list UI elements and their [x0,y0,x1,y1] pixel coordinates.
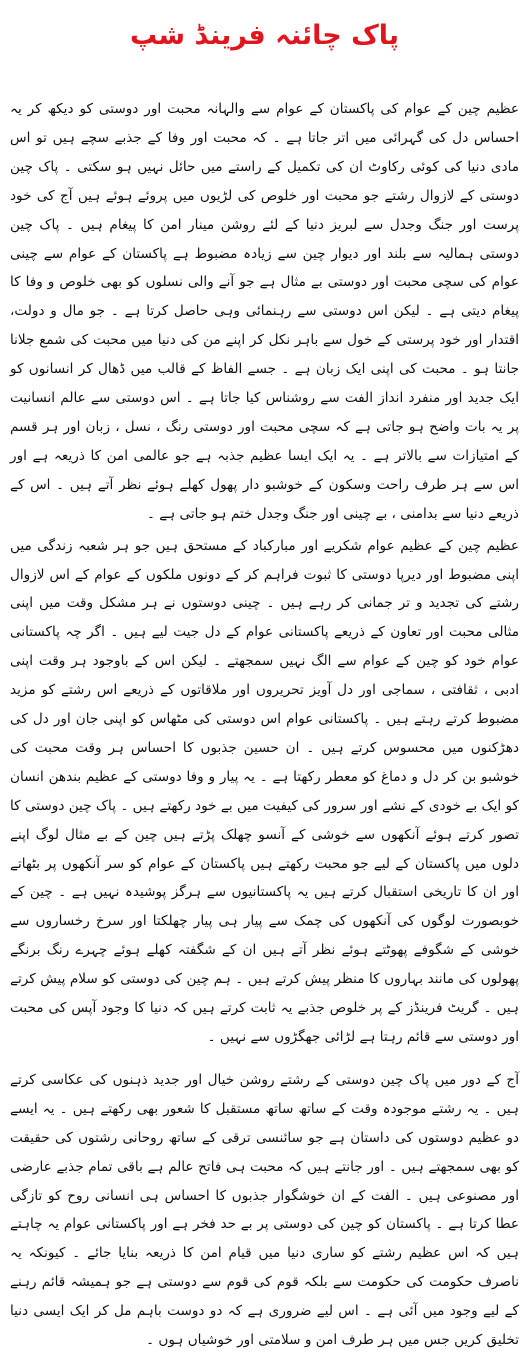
article-title: پاک چائنہ فرینڈ شپ [129,20,400,51]
article-body [10,95,519,1358]
paragraph-2: عظیم چین کے عظیم عوام شکریے اور مبارکباد کے مستحق ہیں جو ہر شعبہ زندگی میں اپنی مضبوط اور دیرپا دوستی کا ثبوت فراہم کر کے دونوں ملکوں کے عوام کے اس لازوال رشتے کی تجدید و تر جمانی کر رہے ہیں ۔ چینی دوستوں نے ہر مشکل وقت میں اپنی مثالی محبت اور تعاون کے ذریعے پاکستانی عوام کے دل جیت لیے ہیں ۔ اگر چہ پاکستانی عوام خود کو چین کے عوام سے الگ نہیں سمجھتے ۔ لیکن اس کے باوجود ہر وقت اپنی ادبی ، ثقافتی ، سماجی اور دل آویز تحریروں اور ملاقاتوں کے ذریعے اس رشتے کو مزید مضبوط کرتے رہتے ہیں ۔ پاکستانی عوام اس دوستی کی مٹھاس کو اپنی جان اور دل کی دھڑکنوں میں محسوس کرتے ہیں ۔ ان حسین جذبوں کا احساس ہر وقت محبت کی خوشبو بن کر دل و دماغ کو معطر رکھتا ہے ۔ یہ پیار و وفا دوستی کے عظیم بندھن انسان کو ایک بے خودی کے نشے اور سرور کی کیفیت میں بے خود رکھتے ہیں ۔ پاک چین دوستی کا تصور کرتے ہوئے آنکھوں سے خوشی کے آنسو چھلک پڑتے ہیں چین کے بے مثال لوگ اپنے دلوں میں پاکستان کے لیے جو محبت رکھتے ہیں پاکستان کے عوام کو سر آنکھوں پر بٹھاتے اور ان کا تاریخی استقبال کرتے ہیں یہ پاکستانیوں سے ہرگز پوشیدہ نہیں ہے ۔ چین کے خوبصورت لوگوں کی آنکھوں کی چمک سے پیار ہی پیار چھلکتا اور سرخ رخساروں سے خوشی کے شگوفے پھوٹتے ہوئے نظر آتے ہیں ان کے شگفتہ کھلے ہوئے چہرے رنگ برنگے پھولوں کی مانند بہاروں کا منظر پیش کرتے ہیں ۔ ہم چین کی دوستی کو سلام پیش کرتے ہیں ۔ گریٹ فرینڈز کے پر خلوص جذبے یہ ثابت کرتے ہیں کہ دنیا کا وجود آپس کی محبت اور دوستی سے قائم رہتا ہے لڑائی جھگڑوں سے نہیں ۔ [10,537,519,1045]
paragraph-3: آج کے دور میں پاک چین دوستی کے رشتے روشن خیال اور جدید ذہنوں کی عکاسی کرتے ہیں ۔ یہ رشتے موجودہ وقت کے ساتھ ساتھ مستقبل کا شعور بھی رکھتے ہیں ۔ یہ ایسے دو عظیم دوستوں کی داستان ہے جو سائنسی ترقی کے ساتھ روحانی رشتوں کی حقیقت کو بھی سمجھتے ہیں ۔ اور جانتے ہیں کہ محبت ہی فاتح عالم ہے باقی تمام جذبے عارضی اور مصنوعی ہیں ۔ الفت کے ان خوشگوار جذبوں کا احساس ہی انسانی روح کو تازگی عطا کرتا ہے ۔ پاکستان کو چین کی دوستی پر بے حد فخر ہے اور پاکستانی عوام یہ چاہتے ہیں کہ اس عظیم رشتے کو ساری دنیا میں قیام امن کا ذریعہ بنایا جائے ۔ کیونکہ یہ ناصرف حکومت کی حکومت سے بلکہ قوم کی قوم سے دوستی ہے جو ہمیشہ قائم رہنے کے لیے وجود میں آئی ہے ۔ اس لیے ضروری ہے کہ دو دوست باہم مل کر ایک ایسی دنیا تخلیق کریں جس میں ہر طرف امن و سلامتی اور خوشیاں ہوں ۔ [10,1071,519,1349]
paragraph-1: عظیم چین کے عوام کی پاکستان کے عوام سے والہانہ محبت اور دوستی کو دیکھ کر یہ احساس دل کی گہرائی میں اتر جاتا ہے ۔ کہ محبت اور وفا کے جذبے سچے ہیں تو اس مادی دنیا کی کوئی رکاوٹ ان کی تکمیل کے راستے میں حائل نہیں ہو سکتی ۔ پاک چین دوستی کے لازوال رشتے جو محبت اور خلوص کی لڑیوں میں پروئے ہوئے ہیں آج کی خود پرست اور جنگ وجدل سے لبریز دنیا کے لئے روشن مینار امن کا پیغام ہیں ۔ پاک چین دوستی ہمالیہ سے بلند اور دیوار چین سے زیادہ مضبوط ہے پاکستان کے عوام سے چینی عوام کی سچی محبت اور دوستی بے مثال ہے جو آنے والی نسلوں کو بھی خلوص و وفا کا پیغام دیتی ہے ۔ لیکن اس دوستی سے رہنمائی وہی حاصل کرتا ہے ۔ جو مال و دولت، اقتدار اور خود پرستی کے خول سے باہر نکل کر اپنے من کی دنیا میں محبت کی شمع جلانا جانتا ہو ۔ محبت کی اپنی ایک زبان ہے ۔ جسے الفاظ کے قالب میں ڈھال کر انسانوں کو ایک جدید اور منفرد انداز الفت سے روشناس کیا جاتا ہے ۔ اس دوستی سے عالم انسانیت پر یہ بات واضح ہو جاتی ہے کہ سچی محبت اور دوستی رنگ ، نسل ، زبان اور ہر قسم کے امتیازات سے بالاتر ہے ۔ یہ ایک ایسا عظیم جذبہ ہے جو عالمی امن کا ذریعہ ہے اور اس سے ہر طرف راحت وسکون کے خوشبو دار پھول کھلے ہوئے نظر آتے ہیں ۔ اس کے ذریعے دنیا سے بدامنی ، بے چینی اور جنگ وجدل ختم ہو جاتی ہے ۔ [10,101,519,522]
